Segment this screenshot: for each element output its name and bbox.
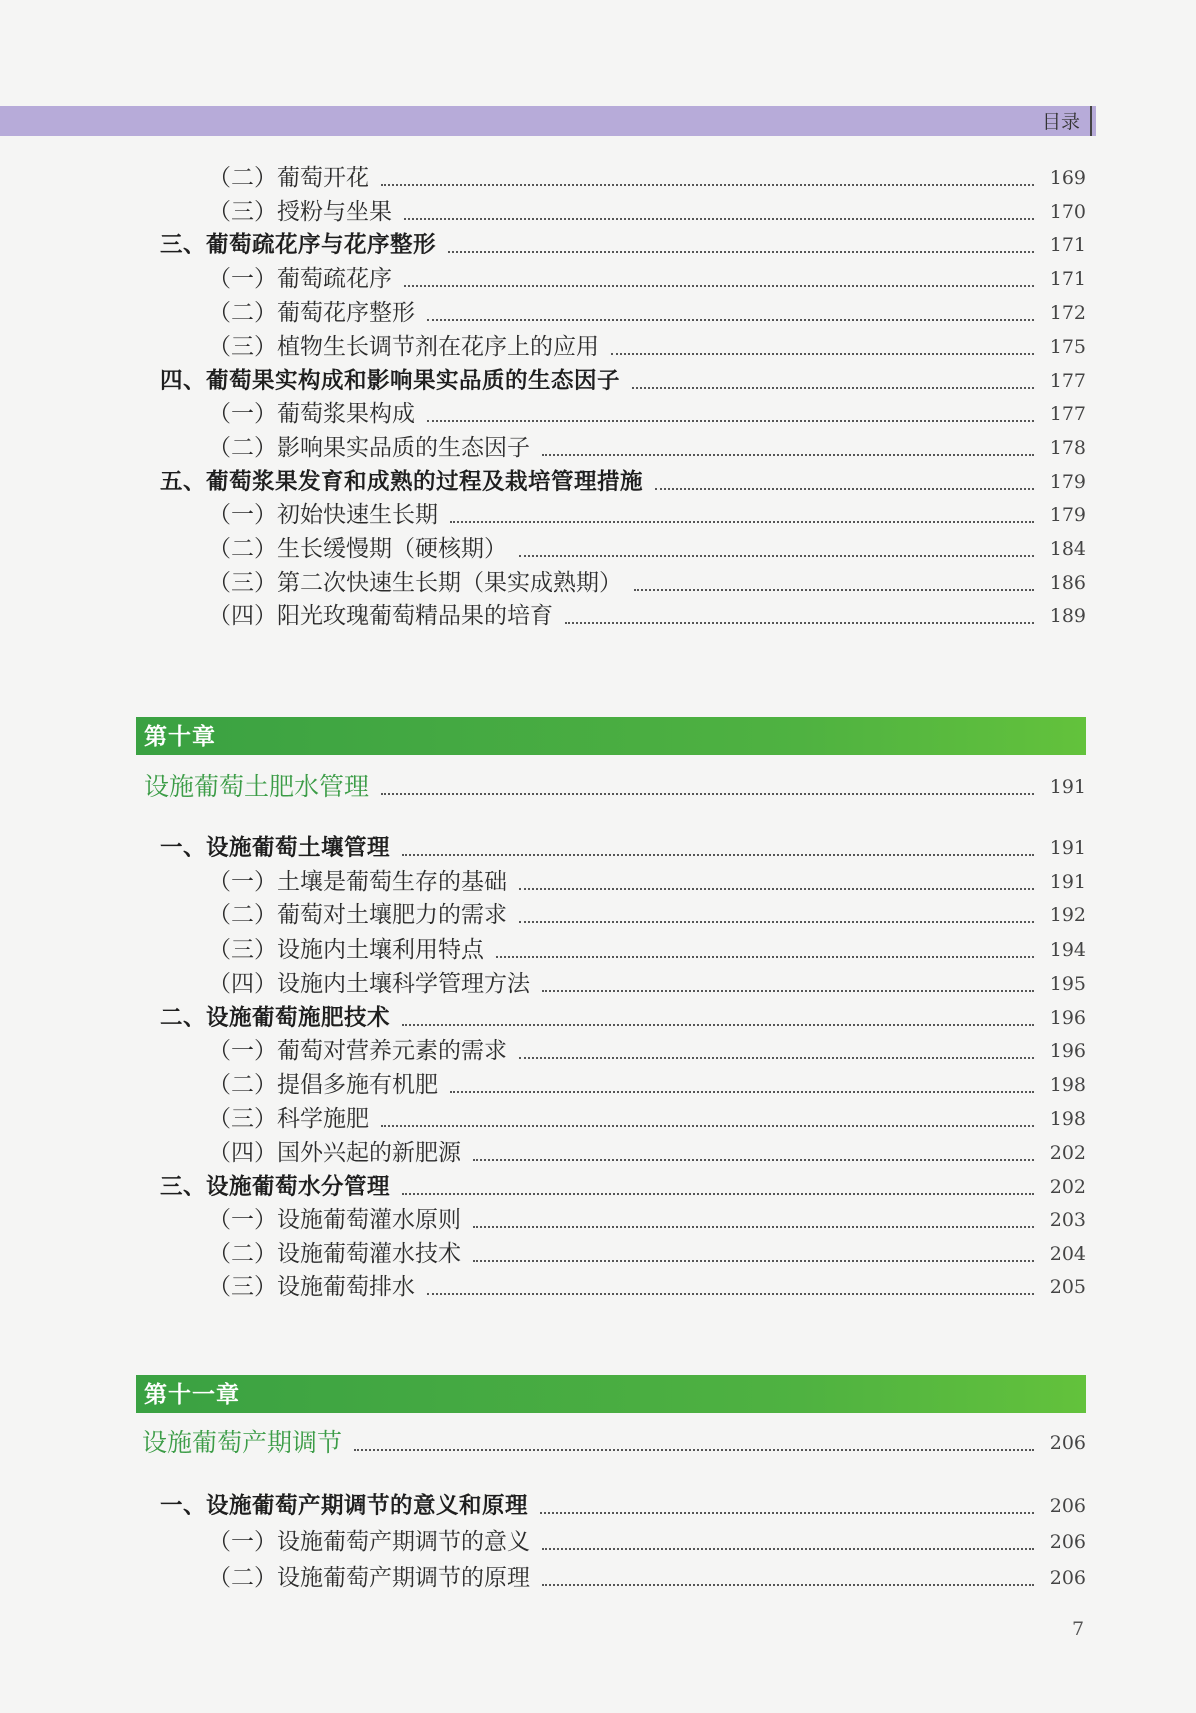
toc-entry-title: （二）设施葡萄灌水技术 <box>208 1241 461 1267</box>
toc-entry[interactable] <box>0 190 1196 226</box>
leader-dots <box>404 284 1034 287</box>
toc-section[interactable] <box>0 1484 1196 1520</box>
toc-entry[interactable] <box>0 156 1196 192</box>
toc-entry[interactable] <box>0 962 1196 998</box>
toc-entry-page: 191 <box>1049 871 1086 893</box>
toc-chapter-title[interactable] <box>0 1421 1196 1457</box>
toc-entry-title: （三）设施葡萄排水 <box>208 1274 415 1300</box>
toc-entry[interactable] <box>0 1063 1196 1099</box>
leader-dots <box>519 554 1034 557</box>
toc-entry-title: （三）植物生长调节剂在花序上的应用 <box>208 334 599 360</box>
toc-entry-page: 191 <box>1049 837 1086 859</box>
toc-entry-title: 一、设施葡萄土壤管理 <box>160 835 391 861</box>
leader-dots <box>655 487 1034 490</box>
leader-dots <box>565 621 1034 624</box>
toc-entry[interactable] <box>0 1232 1196 1268</box>
toc-entry-page: 206 <box>1049 1432 1086 1454</box>
leader-dots <box>402 853 1034 856</box>
toc-entry[interactable] <box>0 1265 1196 1301</box>
toc-entry[interactable] <box>0 257 1196 293</box>
toc-entry-title: （一）初始快速生长期 <box>208 502 438 528</box>
toc-entry[interactable] <box>0 1131 1196 1167</box>
toc-entry-page: 184 <box>1049 538 1086 560</box>
leader-dots <box>402 1192 1034 1195</box>
leader-dots <box>473 1158 1034 1161</box>
toc-entry-page: 203 <box>1049 1209 1086 1231</box>
toc-entry[interactable] <box>0 527 1196 563</box>
toc-entry[interactable] <box>0 1520 1196 1556</box>
leader-dots <box>542 989 1034 992</box>
leader-dots <box>473 1259 1034 1262</box>
leader-dots <box>634 588 1034 591</box>
toc-entry-page: 202 <box>1049 1176 1086 1198</box>
toc-entry-title: （二）葡萄对土壤肥力的需求 <box>208 902 507 928</box>
toc-entry-page: 172 <box>1049 302 1086 324</box>
toc-entry-title: （四）阳光玫瑰葡萄精品果的培育 <box>208 603 553 629</box>
toc-entry-title: （二）葡萄开花 <box>208 165 369 191</box>
toc-entry-title: （一）葡萄疏花序 <box>208 266 392 292</box>
toc-entry[interactable] <box>0 893 1196 929</box>
toc-entry-title: （三）第二次快速生长期（果实成熟期） <box>208 570 622 596</box>
toc-entry-page: 204 <box>1049 1243 1086 1265</box>
chapter-title: 设施葡萄土肥水管理 <box>144 772 370 801</box>
leader-dots <box>542 453 1034 456</box>
leader-dots <box>354 1448 1034 1451</box>
leader-dots <box>381 1124 1034 1127</box>
toc-entry-title: （二）生长缓慢期（硬核期） <box>208 536 507 562</box>
toc-entry-page: 194 <box>1049 939 1086 961</box>
leader-dots <box>402 1023 1034 1026</box>
toc-entry-title: （四）设施内土壤科学管理方法 <box>208 971 530 997</box>
chapter-band <box>136 717 1086 755</box>
toc-entry-page: 195 <box>1049 973 1086 995</box>
toc-entry-page: 191 <box>1049 776 1086 798</box>
leader-dots <box>632 386 1034 389</box>
toc-entry-page: 202 <box>1049 1142 1086 1164</box>
toc-entry[interactable] <box>0 426 1196 462</box>
leader-dots <box>427 318 1034 321</box>
toc-entry[interactable] <box>0 860 1196 896</box>
toc-entry[interactable] <box>0 1556 1196 1592</box>
toc-entry-title: （二）影响果实品质的生态因子 <box>208 435 530 461</box>
toc-entry-page: 198 <box>1049 1074 1086 1096</box>
toc-entry-title: （一）葡萄浆果构成 <box>208 401 415 427</box>
toc-entry-page: 175 <box>1049 336 1086 358</box>
leader-dots <box>540 1511 1034 1514</box>
toc-entry-title: （一）设施葡萄灌水原则 <box>208 1207 461 1233</box>
chapter-label: 第十章 <box>144 724 216 750</box>
toc-entry-title: 一、设施葡萄产期调节的意义和原理 <box>160 1493 529 1519</box>
leader-dots <box>427 1292 1034 1295</box>
leader-dots <box>450 520 1034 523</box>
chapter-title: 设施葡萄产期调节 <box>142 1428 343 1457</box>
leader-dots <box>427 419 1034 422</box>
toc-entry-page: 198 <box>1049 1108 1086 1130</box>
leader-dots <box>519 920 1034 923</box>
toc-entry-page: 196 <box>1049 1040 1086 1062</box>
header-label: 目录 <box>1042 106 1092 136</box>
leader-dots <box>448 250 1034 253</box>
toc-entry-page: 177 <box>1049 370 1086 392</box>
toc-entry-title: 二、设施葡萄施肥技术 <box>160 1005 391 1031</box>
toc-entry[interactable] <box>0 325 1196 361</box>
leader-dots <box>381 792 1034 795</box>
leader-dots <box>450 1090 1034 1093</box>
toc-entry-title: （一）葡萄对营养元素的需求 <box>208 1038 507 1064</box>
page-number: 7 <box>1072 1618 1085 1640</box>
leader-dots <box>519 1056 1034 1059</box>
toc-entry-page: 206 <box>1049 1531 1086 1553</box>
toc-entry[interactable] <box>0 1097 1196 1133</box>
toc-entry-title: （一）设施葡萄产期调节的意义 <box>208 1529 530 1555</box>
toc-entry[interactable] <box>0 594 1196 630</box>
toc-entry-page: 169 <box>1049 167 1086 189</box>
toc-entry[interactable] <box>0 928 1196 964</box>
toc-entry[interactable] <box>0 291 1196 327</box>
toc-entry-page: 170 <box>1049 201 1086 223</box>
toc-entry-title: （二）设施葡萄产期调节的原理 <box>208 1565 530 1591</box>
toc-section[interactable] <box>0 460 1196 496</box>
toc-entry-page: 171 <box>1049 268 1086 290</box>
leader-dots <box>519 887 1034 890</box>
chapter-band <box>136 1375 1086 1413</box>
toc-entry-page: 206 <box>1049 1567 1086 1589</box>
toc-entry-title: 四、葡萄果实构成和影响果实品质的生态因子 <box>160 368 621 394</box>
toc-section[interactable] <box>0 826 1196 862</box>
leader-dots <box>496 955 1034 958</box>
toc-section[interactable] <box>0 359 1196 395</box>
leader-dots <box>473 1225 1034 1228</box>
toc-entry-title: （三）科学施肥 <box>208 1106 369 1132</box>
toc-entry-page: 205 <box>1049 1276 1086 1298</box>
chapter-label: 第十一章 <box>144 1382 240 1408</box>
toc-entry-page: 192 <box>1049 904 1086 926</box>
toc-entry-page: 186 <box>1049 572 1086 594</box>
header-bar <box>0 106 1096 136</box>
toc-entry-page: 178 <box>1049 437 1086 459</box>
toc-entry-title: （一）土壤是葡萄生存的基础 <box>208 869 507 895</box>
leader-dots <box>542 1583 1034 1586</box>
toc-entry-page: 179 <box>1049 504 1086 526</box>
toc-entry-title: 三、葡萄疏花序与花序整形 <box>160 232 437 258</box>
toc-entry-title: （二）葡萄花序整形 <box>208 300 415 326</box>
toc-entry-title: （三）授粉与坐果 <box>208 199 392 225</box>
toc-entry-title: 三、设施葡萄水分管理 <box>160 1174 391 1200</box>
toc-entry-page: 206 <box>1049 1495 1086 1517</box>
leader-dots <box>542 1547 1034 1550</box>
toc-entry[interactable] <box>0 1198 1196 1234</box>
leader-dots <box>381 183 1034 186</box>
toc-entry[interactable] <box>0 561 1196 597</box>
toc-entry-title: 五、葡萄浆果发育和成熟的过程及栽培管理措施 <box>160 469 644 495</box>
toc-chapter-title[interactable] <box>0 765 1196 801</box>
toc-entry-page: 177 <box>1049 403 1086 425</box>
toc-section[interactable] <box>0 1165 1196 1201</box>
toc-entry-page: 179 <box>1049 471 1086 493</box>
toc-entry-page: 189 <box>1049 605 1086 627</box>
leader-dots <box>611 352 1034 355</box>
toc-entry[interactable] <box>0 493 1196 529</box>
toc-entry-title: （三）设施内土壤利用特点 <box>208 937 484 963</box>
toc-entry-title: （四）国外兴起的新肥源 <box>208 1140 461 1166</box>
toc-entry-title: （二）提倡多施有机肥 <box>208 1072 438 1098</box>
toc-entry-page: 196 <box>1049 1007 1086 1029</box>
toc-entry[interactable] <box>0 1029 1196 1065</box>
toc-entry-page: 171 <box>1049 234 1086 256</box>
toc-section[interactable] <box>0 996 1196 1032</box>
leader-dots <box>404 217 1034 220</box>
toc-entry[interactable] <box>0 392 1196 428</box>
toc-section[interactable] <box>0 223 1196 259</box>
